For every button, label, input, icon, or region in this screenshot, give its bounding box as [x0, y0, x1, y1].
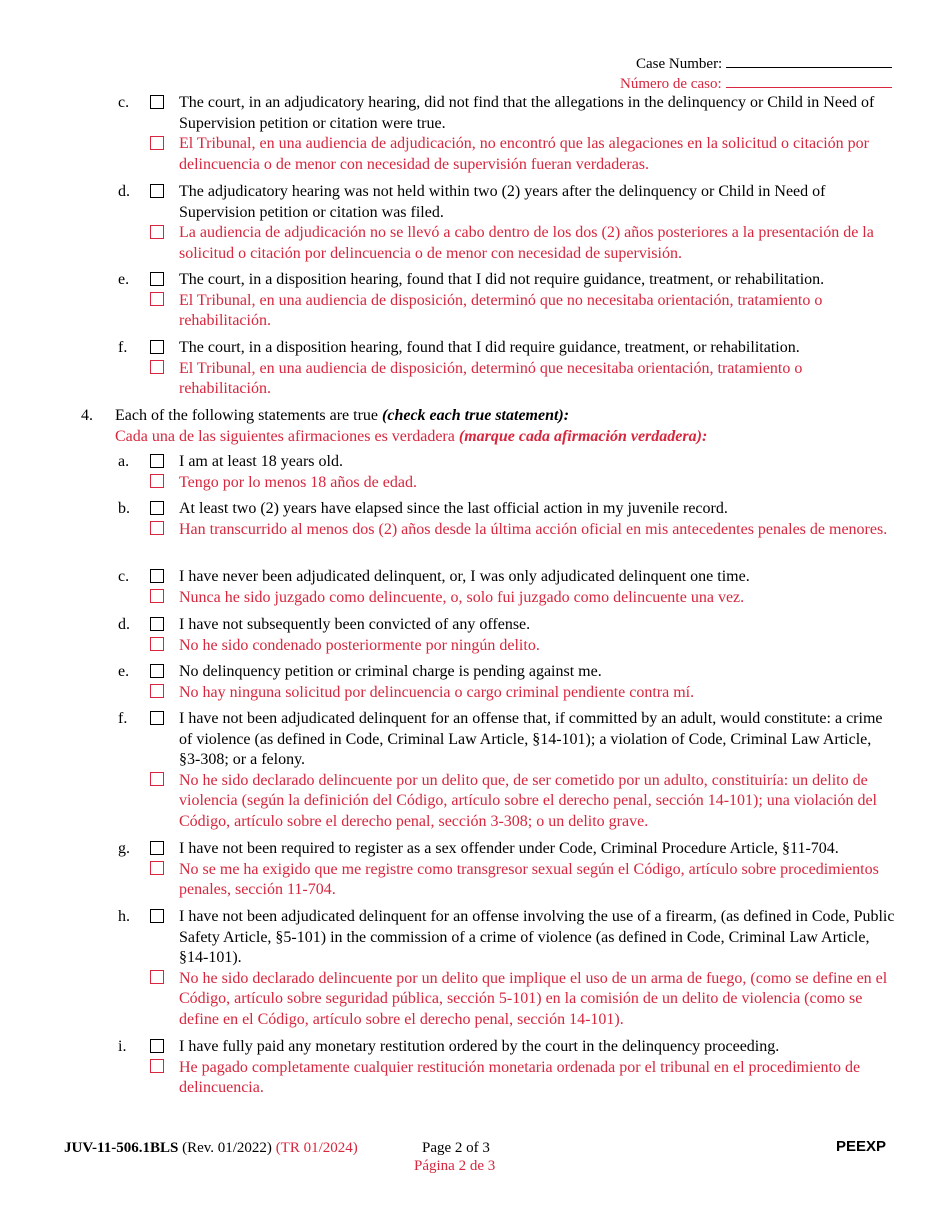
- checkbox-es[interactable]: [150, 521, 164, 535]
- checkbox-en[interactable]: [150, 95, 164, 109]
- form-code: PEEXP: [836, 1138, 887, 1155]
- checkbox-es[interactable]: [150, 474, 164, 488]
- checkbox-es[interactable]: [150, 1059, 164, 1073]
- checkbox-en[interactable]: [150, 340, 164, 354]
- item-letter: h.: [118, 908, 130, 925]
- checkbox-en[interactable]: [150, 569, 164, 583]
- checkbox-es[interactable]: [150, 637, 164, 651]
- section-intro-en: [115, 406, 895, 427]
- checkbox-en[interactable]: [150, 841, 164, 855]
- intro-instruction-es: (marque cada afirmación verdadera):: [458, 427, 708, 445]
- item-text-es: El Tribunal, en una audiencia de adjudicación, no encontró que las alegaciones en la solicitud o citación por delincuencia o de menor con necesidad de supervisión fueran verdaderas.: [179, 135, 870, 173]
- item-text-es: No se me ha exigido que me registre como transgresor sexual según el Código, artículo sobre procedimientos penales, sección 11-704.: [179, 860, 879, 898]
- item-text-es: Nunca he sido juzgado como delincuente, o, solo fui juzgado como delincuente una vez.: [179, 588, 745, 606]
- checkbox-en[interactable]: [150, 272, 164, 286]
- item-text-en: The court, in a disposition hearing, found that I did not require guidance, treatment, or rehabilitation.: [179, 271, 825, 288]
- case-number-row-es: [620, 72, 896, 94]
- item-text-es: El Tribunal, en una audiencia de disposición, determinó que no necesitaba orientación, tratamiento o rehabilitación.: [179, 291, 823, 329]
- checkbox-es[interactable]: [150, 861, 164, 875]
- intro-instruction-en: (check each true statement):: [382, 407, 570, 424]
- form-revision: (Rev. 01/2022): [182, 1140, 272, 1156]
- item-letter: f.: [118, 710, 128, 727]
- item-text-es: No he sido declarado delincuente por un delito que implique el uso de un arma de fuego, (como se define en el Código, artículo sobre seguridad pública, sección 5-101) en la comisión de un delito de violencia (como se define en el Código, artículo sobre el derecho penal, sección 14-101).: [179, 969, 888, 1028]
- item-letter: e.: [118, 663, 130, 680]
- checkbox-es[interactable]: [150, 136, 164, 150]
- item-text-en: I am at least 18 years old.: [179, 453, 343, 470]
- form-translation-revision: (TR 01/2024): [275, 1140, 358, 1156]
- item-text-es: Tengo por lo menos 18 años de edad.: [179, 473, 417, 491]
- page-number-es: Página 2 de 3: [414, 1158, 496, 1174]
- item-text-en: I have not been adjudicated delinquent for an offense that, if committed by an adult, would constitute: a crime of violence (as defined in Code, Criminal Law Article, §14-101); a violation of Code, Criminal Law Article, §3-308; or a felony.: [179, 710, 883, 768]
- case-number-field[interactable]: [726, 52, 892, 68]
- footer-form-info: [64, 1139, 394, 1158]
- item-text-en: I have not subsequently been convicted of any offense.: [179, 616, 531, 633]
- item-text-en: The court, in a disposition hearing, found that I did require guidance, treatment, or rehabilitation.: [179, 339, 800, 356]
- case-number-label: Case Number:: [636, 56, 723, 72]
- item-letter: f.: [118, 339, 128, 356]
- item-letter: b.: [118, 500, 130, 517]
- checkbox-en[interactable]: [150, 617, 164, 631]
- checkbox-en[interactable]: [150, 501, 164, 515]
- checkbox-en[interactable]: [150, 664, 164, 678]
- checkbox-es[interactable]: [150, 772, 164, 786]
- item-letter: d.: [118, 616, 130, 633]
- item-text-en: At least two (2) years have elapsed since the last official action in my juvenile record.: [179, 500, 728, 517]
- item-text-en: I have never been adjudicated delinquent, or, I was only adjudicated delinquent one time.: [179, 568, 750, 585]
- checkbox-es[interactable]: [150, 292, 164, 306]
- item-text-es: No hay ninguna solicitud por delincuencia o cargo criminal pendiente contra mí.: [179, 683, 695, 701]
- item-text-en: I have not been required to register as a sex offender under Code, Criminal Procedure Article, §11-704.: [179, 840, 839, 857]
- case-number-row: [636, 52, 896, 74]
- item-text-en: The adjudicatory hearing was not held within two (2) years after the delinquency or Child in Need of Supervision petition or citation was filed.: [179, 183, 826, 221]
- checkbox-es[interactable]: [150, 225, 164, 239]
- item-text-en: I have not been adjudicated delinquent for an offense involving the use of a firearm, (as defined in Code, Public Safety Article, §5-101) in the commission of a crime of violence (as defined in Code, Criminal Law Article, §14-101).: [179, 908, 895, 966]
- section-number: 4.: [81, 407, 93, 424]
- checkbox-en[interactable]: [150, 454, 164, 468]
- item-letter: a.: [118, 453, 130, 470]
- checkbox-es[interactable]: [150, 360, 164, 374]
- checkbox-es[interactable]: [150, 684, 164, 698]
- item-letter: d.: [118, 183, 130, 200]
- item-text-en: The court, in an adjudicatory hearing, did not find that the allegations in the delinquency or Child in Need of Supervision petition or citation were true.: [179, 94, 875, 132]
- checkbox-en[interactable]: [150, 1039, 164, 1053]
- item-text-es: No he sido condenado posteriormente por ningún delito.: [179, 636, 540, 654]
- item-text-es: Han transcurrido al menos dos (2) años desde la última acción oficial en mis antecedentes penales de menores.: [179, 520, 888, 538]
- item-letter: c.: [118, 568, 130, 585]
- item-letter: i.: [118, 1038, 127, 1055]
- checkbox-en[interactable]: [150, 184, 164, 198]
- form-id: JUV-11-506.1BLS: [64, 1140, 179, 1156]
- intro-text-es: Cada una de las siguientes afirmaciones es verdadera: [115, 427, 455, 445]
- item-text-es: He pagado completamente cualquier restitución monetaria ordenada por el tribunal en el procedimiento de delincuencia.: [179, 1058, 861, 1096]
- item-letter: e.: [118, 271, 130, 288]
- case-number-field-es[interactable]: [726, 72, 892, 88]
- item-text-es: La audiencia de adjudicación no se llevó a cabo dentro de los dos (2) años posteriores a la presentación de la solicitud o citación por delincuencia o de menor con necesidad de supervisión.: [179, 224, 874, 262]
- checkbox-en[interactable]: [150, 909, 164, 923]
- item-letter: c.: [118, 94, 130, 111]
- section-intro-es: [115, 427, 895, 448]
- checkbox-es[interactable]: [150, 589, 164, 603]
- page-number: Page 2 of 3: [422, 1140, 490, 1156]
- checkbox-es[interactable]: [150, 970, 164, 984]
- case-number-label-es: Número de caso:: [620, 76, 722, 92]
- item-text-en: I have fully paid any monetary restitution ordered by the court in the delinquency proceeding.: [179, 1038, 780, 1055]
- item-text-es: No he sido declarado delincuente por un delito que, de ser cometido por un adulto, constituiría: un delito de violencia (según la definición del Código, artículo sobre el derecho penal, sección 14-101); una violación del Código, artículo sobre el derecho penal, sección 3-308; o un delito grave.: [179, 771, 877, 830]
- item-text-es: El Tribunal, en una audiencia de disposición, determinó que necesitaba orientación, tratamiento o rehabilitación.: [179, 359, 803, 397]
- intro-text-en: Each of the following statements are true: [115, 407, 379, 424]
- item-text-en: No delinquency petition or criminal charge is pending against me.: [179, 663, 602, 680]
- item-letter: g.: [118, 840, 130, 857]
- checkbox-en[interactable]: [150, 711, 164, 725]
